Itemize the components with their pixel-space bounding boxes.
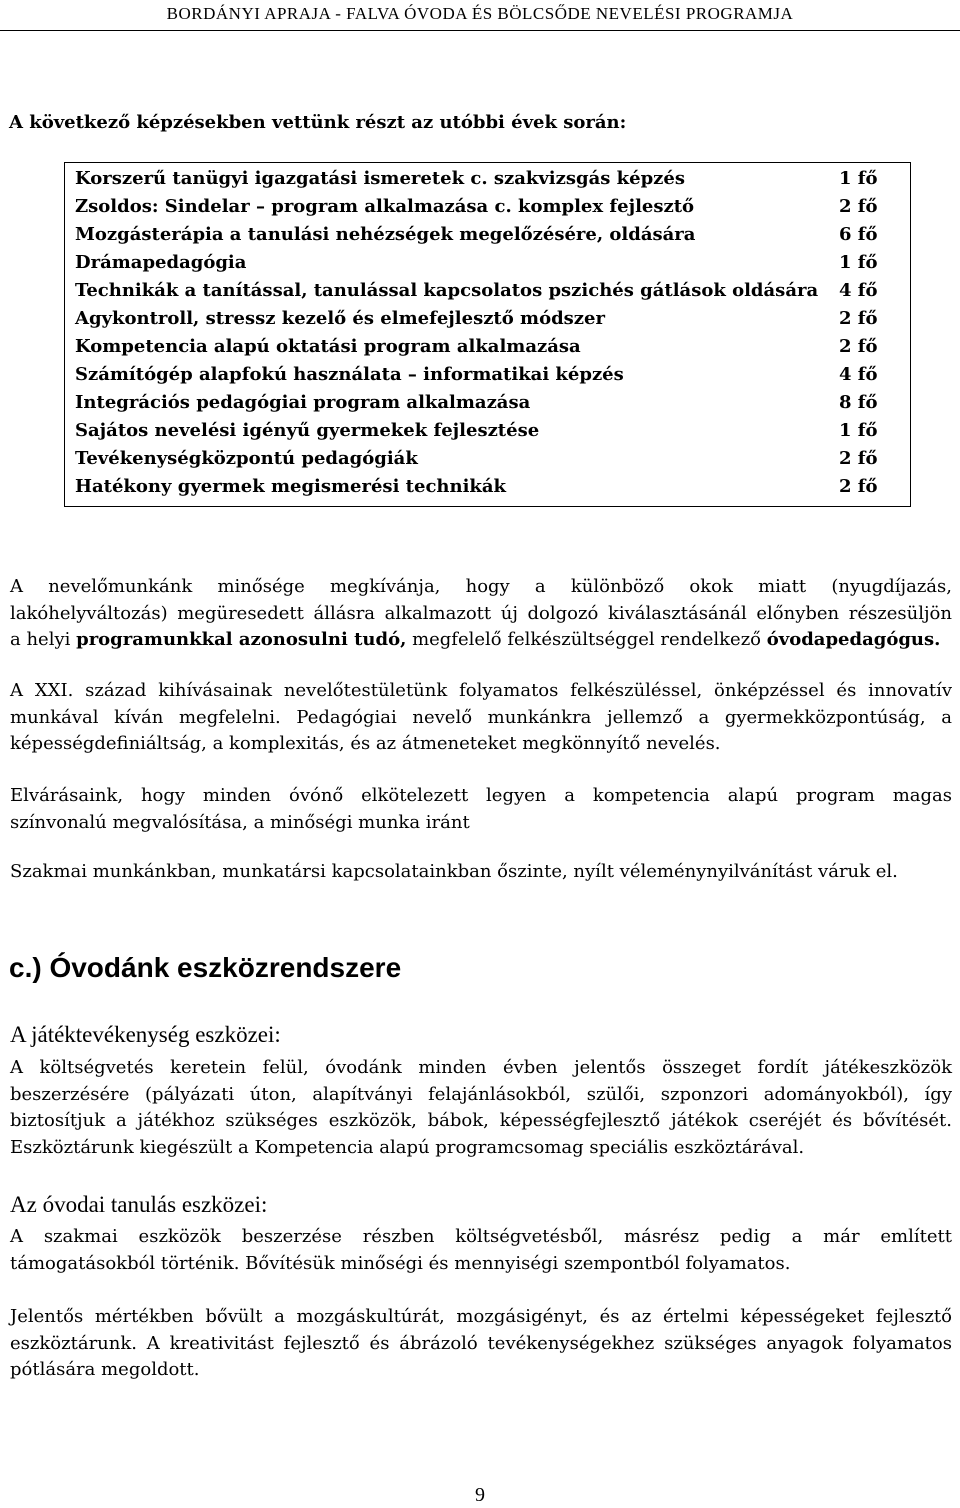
training-count: 4 fő (839, 364, 878, 385)
training-name: Technikák a tanítással, tanulással kapcsolatos pszichés gátlások oldására (75, 280, 819, 301)
text-line: biztosítjuk a játékhoz szükséges eszközök, bábok, képességfejlesztő játékok cseréjét és bővítését. (10, 1110, 952, 1131)
text-line: eszköztárunk. A kreativitást fejlesztő és ábrázoló tevékenységekhez szükséges anyagok folyamatos (10, 1332, 952, 1354)
trainings-table (64, 162, 911, 507)
table-row (65, 277, 910, 305)
table-row (65, 473, 910, 501)
paragraph-staff-selection (10, 574, 952, 654)
table-row (65, 249, 910, 277)
table-row (65, 305, 910, 333)
training-name: Korszerű tanügyi igazgatási ismeretek c. szakvizsgás képzés (75, 168, 685, 189)
paragraph-communication (10, 859, 952, 886)
emphasis-text: programunkkal azonosulni tudó, (76, 629, 407, 650)
text-line: A XXI. század kihívásainak nevelőtestületünk folyamatos felkészüléssel, önképzéssel és innovatív (10, 680, 952, 701)
training-count: 1 fő (839, 420, 878, 441)
paragraph-tool-expansion (10, 1304, 952, 1384)
table-row (65, 165, 910, 193)
table-row (65, 193, 910, 221)
table-row (65, 389, 910, 417)
training-count: 6 fő (839, 224, 878, 245)
training-count: 2 fő (839, 308, 878, 329)
training-name: Számítógép alapfokú használata – informatikai képzés (75, 364, 624, 385)
table-row (65, 221, 910, 249)
table-row (65, 333, 910, 361)
text-line: munkával kíván megfelelni. Pedagógiai nevelő munkánkra jellemző a gyermekközpontúság, a (10, 706, 952, 728)
text-line: támogatásokból történik. Bővítésük minőségi és mennyiségi szempontból folyamatos. (10, 1252, 791, 1274)
training-name: Zsoldos: Sindelar – program alkalmazása c. komplex fejlesztő (75, 196, 695, 217)
table-row (65, 445, 910, 473)
training-name: Hatékony gyermek megismerési technikák (75, 476, 507, 497)
training-name: Kompetencia alapú oktatási program alkalmazása (75, 336, 581, 357)
training-name: Agykontroll, stressz kezelő és elmefejlesztő módszer (75, 308, 605, 329)
text-line: Elvárásaink, hogy minden óvónő elkötelezett legyen a kompetencia alapú program magas (10, 785, 952, 806)
table-row (65, 417, 910, 445)
running-header: BORDÁNYI APRAJA - FALVA ÓVODA ÉS BÖLCSŐDE NEVELÉSI PROGRAMJA (166, 4, 794, 23)
training-count: 8 fő (839, 392, 878, 413)
section-title: c.) Óvodánk eszközrendszere (9, 952, 402, 983)
training-count: 2 fő (839, 448, 878, 469)
training-count: 1 fő (839, 252, 878, 273)
text-line: Eszköztárunk kiegészült a Kompetencia alapú programcsomag speciális eszköztárával. (10, 1136, 805, 1158)
training-count: 2 fő (839, 196, 878, 217)
paragraph-xxi-century (10, 678, 952, 758)
training-name: Sajátos nevelési igényű gyermekek fejlesztése (75, 420, 540, 441)
paragraph-game-tools (10, 1055, 952, 1161)
trainings-intro: A következő képzésekben vettünk részt az utóbbi évek során: (9, 112, 627, 133)
paragraph-expectations (10, 783, 952, 836)
paragraph-learning-tools (10, 1224, 952, 1277)
text-line: beszerzésére (pályázati úton, alapítványi felajánlásokból, szülői, szponzori adományokból), így (10, 1083, 952, 1105)
text-line: pótlására megoldott. (10, 1359, 200, 1380)
training-name: Tevékenységközpontú pedagógiák (75, 448, 418, 469)
text-line: Szakmai munkánkban, munkatársi kapcsolatainkban őszinte, nyílt véleménynyilvánítást váruk el. (10, 861, 898, 882)
training-name: Mozgásterápia a tanulási nehézségek megelőzésére, oldására (75, 224, 696, 245)
training-count: 2 fő (839, 336, 878, 357)
text-run: megfelelő felkészültséggel rendelkező (406, 629, 767, 650)
subheading-game-tools: A játéktevékenység eszközei: (10, 1022, 281, 1047)
text-line (10, 627, 952, 654)
emphasis-text: óvodapedagógus. (766, 629, 941, 650)
text-line: színvonalú megvalósítása, a minőségi munka iránt (10, 811, 470, 833)
text-line: A szakmai eszközök beszerzése részben költségvetésből, másrész pedig a már említett (10, 1226, 952, 1247)
text-line: A nevelőmunkánk minősége megkívánja, hogy a különböző okok miatt (nyugdíjazás, (10, 576, 952, 597)
header-rule (0, 30, 960, 31)
table-row (65, 361, 910, 389)
training-count: 4 fő (839, 280, 878, 301)
text-line: lakóhelyváltozás) megüresedett állásra alkalmazott új dolgozó kiválasztásánál előnyben részesüljön (10, 602, 952, 624)
training-count: 2 fő (839, 476, 878, 497)
text-line: A költségvetés keretein felül, óvodánk minden évben jelentős összeget fordít játékeszközök (10, 1057, 952, 1078)
text-run: a helyi (10, 629, 77, 650)
training-count: 1 fő (839, 168, 878, 189)
subheading-learning-tools: Az óvodai tanulás eszközei: (10, 1192, 268, 1217)
page-number: 9 (475, 1484, 485, 1506)
text-line: Jelentős mértékben bővült a mozgáskultúrát, mozgásigényt, és az értelmi képességeket fejlesztő (10, 1306, 952, 1327)
training-name: Drámapedagógia (75, 252, 247, 273)
training-name: Integrációs pedagógiai program alkalmazása (75, 392, 531, 413)
text-line: képességdefiniáltság, a komplexitás, és az átmeneteket megkönnyítő nevelés. (10, 733, 721, 754)
